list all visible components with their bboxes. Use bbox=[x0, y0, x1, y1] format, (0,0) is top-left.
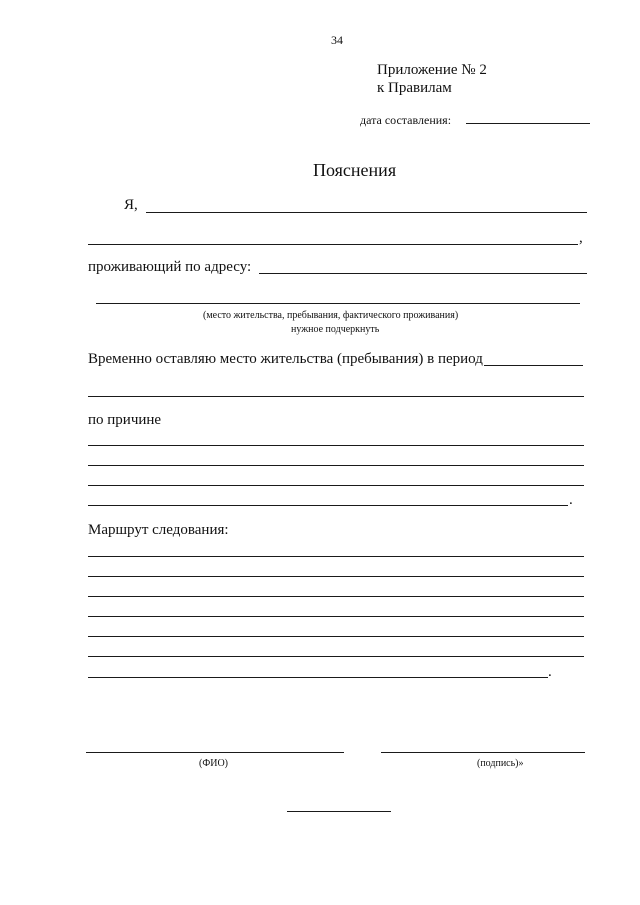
i-label: Я, bbox=[124, 197, 138, 213]
fio-label: (ФИО) bbox=[199, 758, 229, 769]
underline-hint: нужное подчеркнуть bbox=[291, 324, 380, 335]
fio-field[interactable] bbox=[86, 752, 344, 753]
address-label: проживающий по адресу: bbox=[88, 259, 252, 275]
reason-line-3[interactable] bbox=[88, 485, 584, 486]
address-field-continued[interactable] bbox=[96, 303, 580, 304]
reason-line-4[interactable] bbox=[88, 505, 568, 506]
period-label: Временно оставляю место жительства (пребывания) в период bbox=[88, 351, 483, 367]
period-field[interactable] bbox=[484, 365, 583, 366]
page-number: 34 bbox=[331, 33, 343, 47]
route-line-3[interactable] bbox=[88, 596, 584, 597]
signature-label: (подпись)» bbox=[477, 758, 524, 769]
name-comma: , bbox=[579, 230, 583, 246]
route-line-5[interactable] bbox=[88, 636, 584, 637]
period-field-continued[interactable] bbox=[88, 396, 584, 397]
route-line-1[interactable] bbox=[88, 556, 584, 557]
reason-line-1[interactable] bbox=[88, 445, 584, 446]
date-label: дата составления: bbox=[360, 113, 452, 127]
name-field[interactable] bbox=[146, 212, 587, 213]
route-line-6[interactable] bbox=[88, 656, 584, 657]
name-field-continued[interactable] bbox=[88, 244, 578, 245]
route-line-7[interactable] bbox=[88, 677, 548, 678]
route-label: Маршрут следования: bbox=[88, 522, 229, 538]
appendix-subtitle: к Правилам bbox=[377, 80, 452, 96]
reason-label: по причине bbox=[88, 412, 162, 428]
address-field[interactable] bbox=[259, 273, 587, 274]
place-hint: (место жительства, пребывания, фактического проживания) bbox=[203, 310, 459, 321]
closing-divider bbox=[287, 811, 391, 812]
reason-line-2[interactable] bbox=[88, 465, 584, 466]
signature-field[interactable] bbox=[381, 752, 585, 753]
route-line-4[interactable] bbox=[88, 616, 584, 617]
route-line-2[interactable] bbox=[88, 576, 584, 577]
reason-end: . bbox=[569, 492, 573, 508]
page-title: Пояснения bbox=[313, 160, 397, 180]
appendix-title: Приложение № 2 bbox=[377, 62, 487, 78]
date-field[interactable] bbox=[466, 123, 590, 124]
route-end: . bbox=[548, 664, 552, 680]
